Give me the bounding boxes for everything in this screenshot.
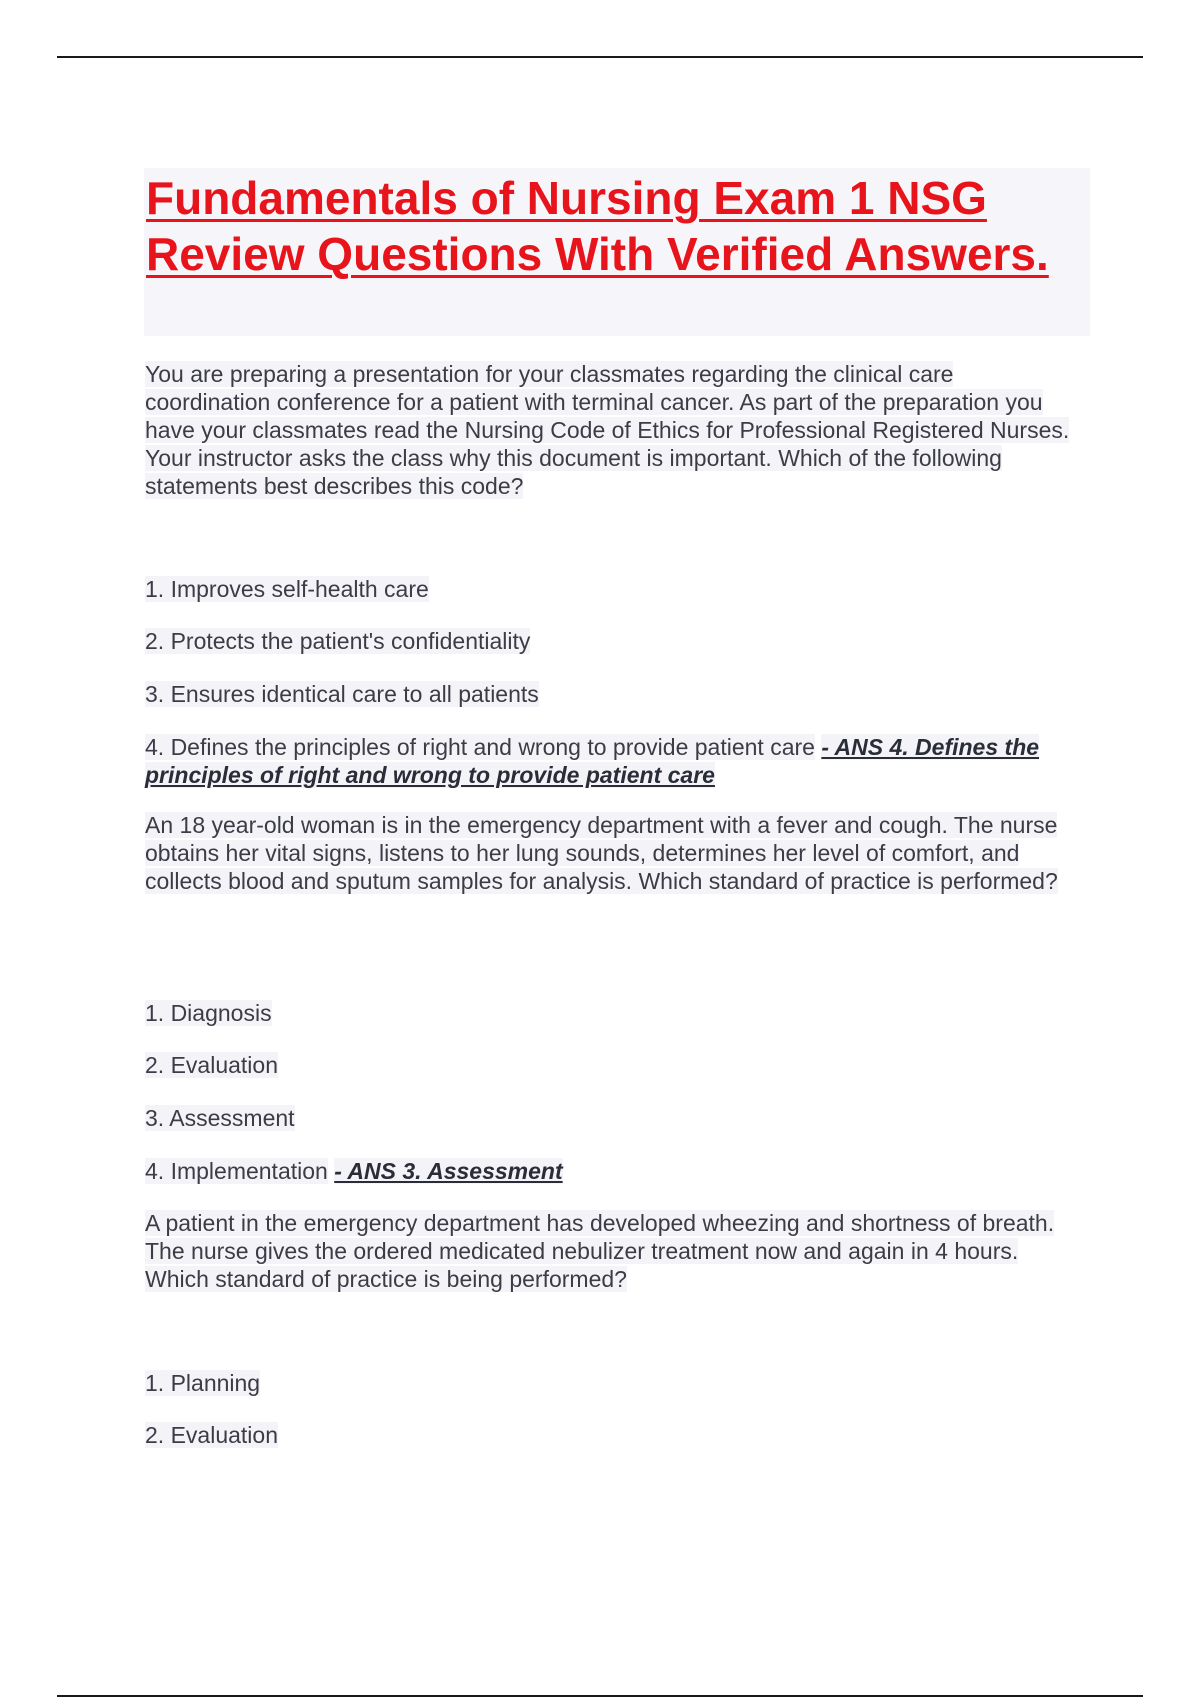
- question-2-answer: - ANS 3. Assessment: [334, 1158, 563, 1184]
- question-1-answer: - ANS 4. Defines the principles of right and wrong to provide patient care: [145, 734, 1040, 788]
- question-3-stem: [145, 1209, 1085, 1293]
- bottom-rule: [57, 1695, 1143, 1697]
- question-1-stem-text: You are preparing a presentation for your classmates regarding the clinical care coordination conference for a patient with terminal cancer. As part of the preparation you have your classmates read the Nursing Code of Ethics for Professional Registered Nurses. Your instructor asks the class why this document is important. Which of the following statements best describes this code?: [145, 361, 1070, 499]
- question-1-option-3: 3. Ensures identical care to all patients: [145, 681, 539, 707]
- question-1-stem: [145, 360, 1085, 500]
- question-2-option-4: 4. Implementation - ANS 3. Assessment: [145, 1158, 563, 1184]
- question-2-option-3: 3. Assessment: [145, 1105, 295, 1131]
- question-3-stem-text: A patient in the emergency department has developed wheezing and shortness of breath. The nurse gives the ordered medicated nebulizer treatment now and again in 4 hours. Which standard of practice is being performed?: [145, 1210, 1055, 1292]
- question-1-option-4: 4. Defines the principles of right and wrong to provide patient care - ANS 4. Defines the principles of right and wrong to provide patient care: [145, 734, 1040, 788]
- top-rule: [57, 56, 1143, 58]
- question-2-option-1: 1. Diagnosis: [145, 1000, 272, 1026]
- question-3-option-1: 1. Planning: [145, 1370, 261, 1396]
- question-2-stem-text: An 18 year-old woman is in the emergency department with a fever and cough. The nurse obtains her vital signs, listens to her lung sounds, determines her level of comfort, and collects blood and sputum samples for analysis. Which standard of practice is performed?: [145, 812, 1058, 894]
- document-title: Fundamentals of Nursing Exam 1 NSG Review Questions With Verified Answers.: [146, 172, 1049, 280]
- question-3-option-2: 2. Evaluation: [145, 1422, 278, 1448]
- question-1-option-1: 1. Improves self-health care: [145, 576, 429, 602]
- question-2-stem: [145, 811, 1095, 895]
- question-2-option-2: 2. Evaluation: [145, 1052, 278, 1078]
- question-1-option-2: 2. Protects the patient's confidentiality: [145, 628, 531, 654]
